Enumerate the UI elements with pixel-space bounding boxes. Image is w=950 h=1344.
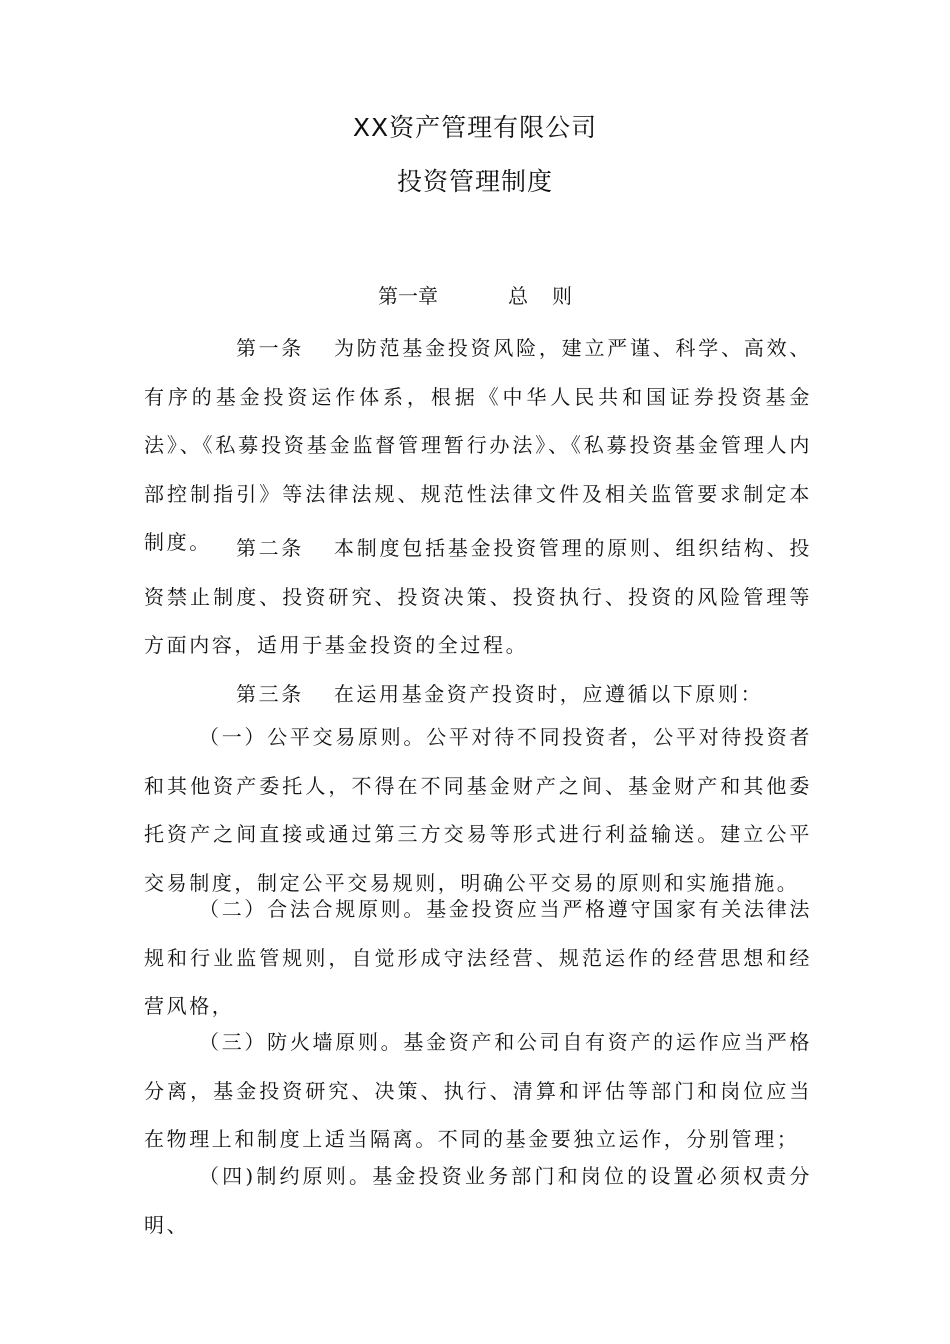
- principle-text: （一）公平交易原则。公平对待不同投资者，公平对待投资者和其他资产委托人，不得在不同基金财产之间、基金财产和其他委托资产之间直接或通过第三方交易等形式进行利益输送。建立公平交易制度，制定公平交易规则，明确公平交易的原则和实施措施。: [144, 725, 812, 895]
- chapter-name-part2: 则: [552, 284, 572, 308]
- chapter-number: 第一章: [378, 284, 438, 308]
- article-label: 第二条: [236, 536, 304, 560]
- company-title: XX资产管理有限公司: [352, 113, 598, 142]
- document-title: 投资管理制度: [396, 167, 553, 196]
- principle-text: （三）防火墙原则。基金资产和公司自有资产的运作应当严格分离，基金投资研究、决策、执行、清算和评估等部门和岗位应当在物理上和制度上适当隔离。不同的基金要独立运作，分别管理；: [144, 1030, 812, 1151]
- chapter-heading: [0, 280, 950, 309]
- article-3: [144, 670, 812, 719]
- article-text: 本制度包括基金投资管理的原则、组织结构、投资禁止制度、投资研究、投资决策、投资执行、投资的风险管理等方面内容，适用于基金投资的全过程。: [144, 536, 812, 657]
- chapter-name-part1: 总: [508, 284, 528, 308]
- article-label: 第三条: [236, 682, 304, 706]
- principle-4: [144, 1152, 812, 1249]
- principle-1: [144, 713, 812, 907]
- principle-text: （二）合法合规原则。基金投资应当严格遵守国家有关法律法规和行业监管规则，自觉形成守法经营、规范运作的经营思想和经营风格，: [144, 897, 812, 1018]
- article-label: 第一条: [236, 336, 304, 360]
- principle-3: [144, 1018, 812, 1164]
- article-2: [144, 524, 812, 670]
- principle-text: （四)制约原则。基金投资业务部门和岗位的设置必须权责分明、: [144, 1164, 812, 1237]
- article-text: 在运用基金资产投资时，应遵循以下原则：: [333, 682, 764, 706]
- article-text: 为防范基金投资风险，建立严谨、科学、高效、有序的基金投资运作体系，根据《中华人民共和国证券投资基金法》、《私募投资基金监督管理暂行办法》、《私募投资基金管理人内部控制指引》等法律法规、规范性法律文件及相关监管要求制定本制度。: [144, 336, 812, 554]
- principle-2: [144, 885, 812, 1031]
